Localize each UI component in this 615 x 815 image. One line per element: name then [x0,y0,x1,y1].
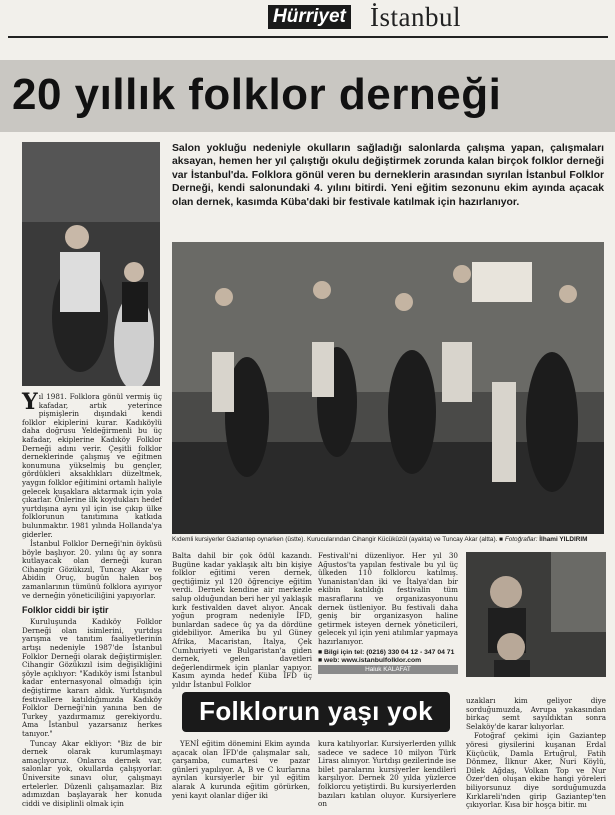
masthead [0,0,615,44]
box-title: Folklorun yaşı yok [199,696,433,726]
sidebar-paragraph: uzakları kim geliyor diye sorduğumuzda, Avrupa yakasından birkaç semt sayıldıktan sonra Selaköy'de karar kılıyorlar. [466,696,606,731]
portrait-photo-left [22,142,160,386]
box-column-1: YENİ eğitim dönemini Ekim ayında açacak olan İFD'de çalışmalar salı, çarşamba, cumartesi ve pazar günleri yapılıyor. A, B ve C kurlarına ayrılan kursiyerler bir yıl eğitim alarak A kurunda eğitim görürken, yeni kayıt olanlar diğer iki [172,739,310,800]
lead-paragraph: Salon yokluğu nedeniyle okulların sağladığı salonlarda çalışma yapan, çalışmaları aksayan, hemen her yıl çalıştığı okulu değiştirmek zorunda kalan birçok folklor derneği var İstanbul'da. Folklora gönül veren bu derneklerin arasından sıyrılan İstanbul Folklor Derneği, kendi salonundaki 4. yılını bitirdi. Yeni eğitim sezonunu ekim ayında açacak olan dernek, kasımda Küba'daki bir festivale katılmak için hazırlanıyor. [172,143,604,208]
folk-dancers-image [172,242,604,534]
article-paragraph: ıl 1981. Folklora gönül vermiş üç kafadar, artık yeterince pişmişlerin dışındaki kendi folklor ekiplerini kurar. Kadıköylü daha doğrusu Yeldeğirmenli bu üç kafadar, ekiplerine Kadıköy Folklor Derneği adını verir. Çeşitli folklor derneklerinde çalışmış ve eğitmen konumuna yükselmiş bu gençler, gördükleri aksaklıkları düzeltmek, yaygın folklor eğitimini ortamlı haliyle gelecek kuşaklara aktarmak için yola çıkarlar. Önlerine ilk koydukları hedef yurtdışına aynı yıl için ise çıkıp ülke folklorunun tanıtımına katkıda bulunmaktır. 1981 yılında Hollanda'ya giderler. [22,392,162,539]
camera-icon: ■ [499,536,504,543]
masthead-section: İstanbul [370,2,461,32]
credit-label: Fotoğraflar: [504,536,538,543]
article-column-1 [22,389,162,809]
caption-text: Kıdemli kursiyerler Gaziantep oynarken (üstte). Kurucularından Cihangir Kücüküzül (ayakta) ve Tuncay Akar (altta). [172,536,498,543]
bullet-icon: ■ [318,648,324,656]
article-paragraph: Festivali'ni düzenliyor. Her yıl 30 Ağustos'ta yapılan festivale bu yıl üç ülkeden 110 folklorcu katılmış. Yunanistan'dan iki ve İtalya'dan bir ekibin katıldığı festivalin tüm masraflarını ve organizasyonunu dernek üstleniyor. Bu festivali daha geniş bir organizasyon haline getirmek isteyen dernek yöneticileri, gelecek yıl için yeni atılımlar yapmaya hazırlanıyor. [318,551,458,646]
byline: Haluk KALAFAT [365,666,411,673]
headline: 20 yıllık folklor derneği [12,70,502,119]
info-web: ■ web: www.istanbulfolklor.com [318,657,422,665]
bullet-icon: ■ [318,657,324,665]
box-section [172,688,458,815]
masthead-brand: Hürriyet [268,5,351,29]
info-phone: ■ Bilgi için tel: (0216) 330 04 12 - 347 04 71 [318,648,455,656]
article-column-2 [172,552,312,691]
subhead: Folklor ciddi bir iştir [22,605,109,616]
headline-band [0,60,615,132]
sidebar-right-column [466,697,606,811]
box-column-2: kura katılıyorlar. Kursiyerlerden yıllık sadece ve sadece 10 milyon Türk Lirası alınıyor. Yurtdışı gezilerinde ise bilet paralarını kursiyerler kendileri karşılıyor. Dernek 20 yılda yüzlerce folklorcu yetiştirdi. Bu kursiyerlerden bazıları katılan oluyor. Kursiyerlere on [318,739,456,809]
photo-caption [172,536,604,544]
sidebar-paragraph: Fotoğraf çekimi için Gaziantep yöresi giysilerini kuşanan Erdal Küçücük, Damla Ertuğrul, Fatih Dönmez, İlknur Aker, Nuri Köylü, Dilek Ağdaş, Volkan Top ve Nur Özer'den oluşan ekibe hangi yöreleri biliyorsunuz diye sorduğumuzda Kırklareli'nden girip Gaziantep'ten çıkıyorlar. Kısa bir hoşça bitir. mı [466,731,606,810]
credit-name: İlhami YILDIRIM [539,536,588,543]
article-column-3 [318,552,458,666]
article-paragraph: Kuruluşunda Kadıköy Folklor Derneği olan isimlerini, yurtdışı yarışma ve tanıtım faaliyetlerinin artışı nedeniyle 1987'de İstanbul Folklor Derneği olarak değiştirmişler. Cihangir Gözükızıl isim değişikliğini şöyle açıklıyor: "Kadıköy ismi İstanbul kadar enternasyonal olmadığı için değiştirme kararı aldık. Yurtdışında festivallere katıldığımızda Kadıköy Folklor Derneği'nin yanına ben de Turkey yazdırmamız gerekiyordu. Ama İstanbul yazarsanız herkes tanıyor." [22,617,162,738]
byline-bar [318,665,458,674]
article-paragraph: Tuncay Akar ekliyor: "Biz de bir dernek olarak kurumlaşmayı amaçlıyoruz. Onlarca dernek var, salonlar yok, okullarda çalışıyorlar. Üniversite sınavı olur, çalışmayı ertelerler. Düzenli çalışamazlar. Biz adımızdan başlayarak her konuda ciddi ve disiplinli olmak için [22,738,162,808]
founders-image [466,552,606,677]
box-title-bar [182,692,450,732]
main-photo [172,242,604,534]
masthead-rule [8,36,608,38]
article-paragraph: Balta dahil bir çok ödül kazandı. Bugüne kadar yaklaşık altı bin kişiye folklor eğitimi veren dernek, geçtiğimiz yıl 120 öğrenciye eğitim verdi. Dernek kendine air merkezle salup olduğundan beri her yıl yaklaşık kırk festivalden davet alıyor. Ancak yoğun program nedeniyle İFD, bunlardan sadece üç ya da dördüne gidebiliyor. Amerika bu yıl Güney Afrika, Macaristan, İtalya, Çek Cumhuriyeti ve Bulgaristan'a giden dernek, gelen davetleri değerlendirmek için planlar yapıyor. Kasım ayında hedef Küba İFD üç yıldır İstanbul Folklor [172,551,312,689]
drop-cap: Y [22,389,38,415]
article-paragraph: İstanbul Folklor Derneği'nin öyküsü böyle başlıyor. 20. yılını üç ay sonra kutlayacak olan derneği kuran Cihangir Gözükızıl, Tuncay Akar ve Abidin Oruç, bugün halen boş zamanlarının tümünü folklora ayırıyor ve derneğin yöneticiliğini yapıyorlar. [22,539,162,600]
dancers-image-left [22,142,160,386]
portrait-photo-right [466,552,606,677]
